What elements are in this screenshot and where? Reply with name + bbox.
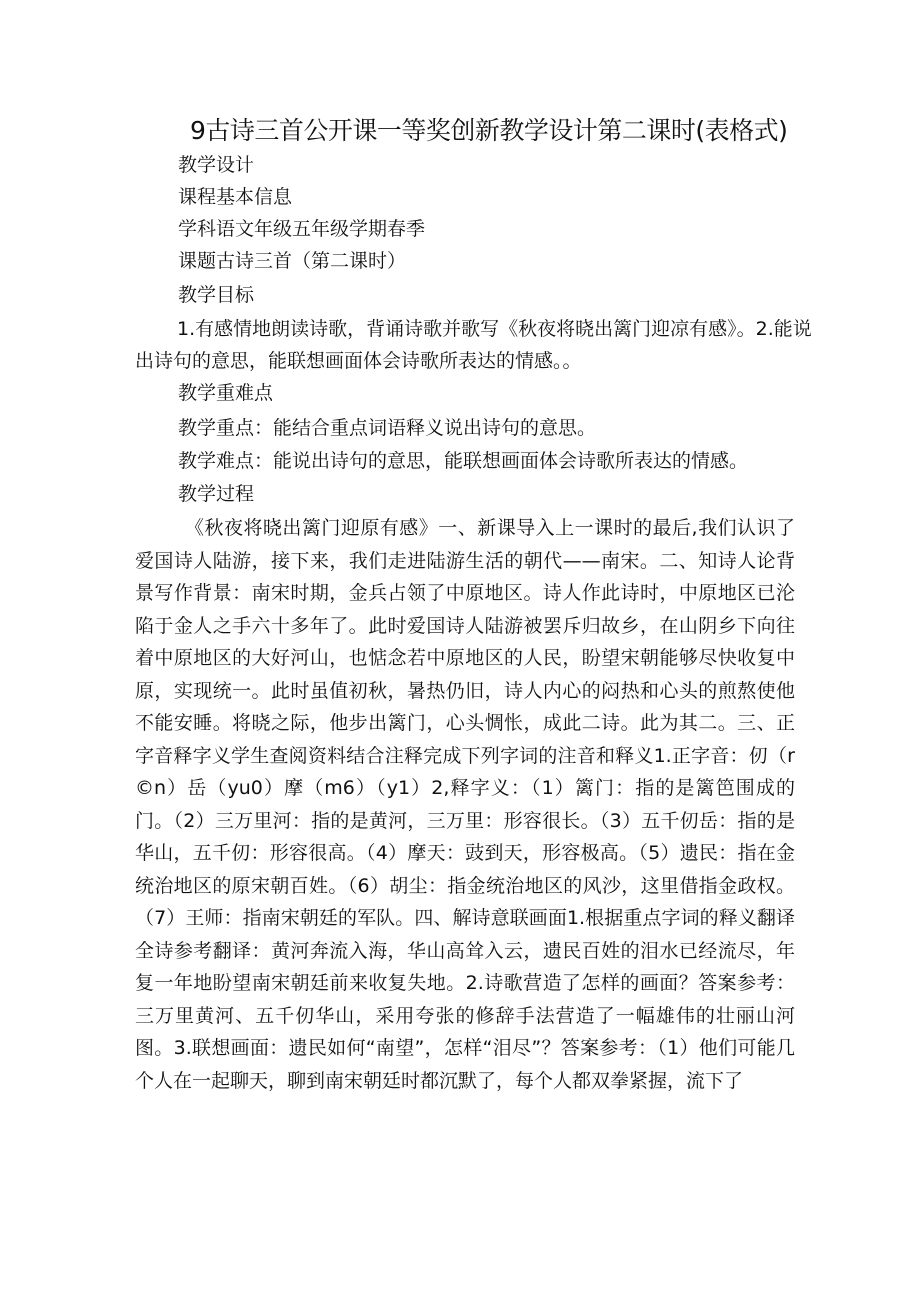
section-teaching-goals: 教学目标 (178, 284, 255, 306)
section-teaching-process: 教学过程 (178, 483, 255, 505)
key-point: 教学重点：能结合重点词语释义说出诗句的意思。 (178, 417, 597, 439)
teaching-goals-text: 1.有感情地朗读诗歌，背诵诗歌并歌写《秋夜将晓出篱门迎凉有感》。2.能说出诗句的意思，能联想画面体会诗歌所表达的情感。。 (135, 318, 812, 372)
subject-line: 学科语文年级五年级学期春季 (178, 218, 426, 240)
difficult-point: 教学难点：能说出诗句的意思，能联想画面体会诗歌所表达的情感。 (178, 450, 749, 472)
section-teaching-design: 教学设计 (178, 154, 255, 176)
topic-line: 课题古诗三首（第二课时） (178, 250, 407, 272)
section-course-info: 课程基本信息 (178, 186, 293, 208)
document-title: 9古诗三首公开课一等奖创新教学设计第二课时(表格式) (190, 116, 788, 145)
teaching-process-text: 《秋夜将晓出篱门迎原有感》一、新课导入上一课时的最后,我们认识了爱国诗人陆游，接下来，我们走进陆游生活的朝代——南宋。二、知诗人论背景写作背景：南宋时期，金兵占领了中原地区。诗人作此诗时，中原地区已沦陷于金人之手六十多年了。此时爱国诗人陆游被罢斥归故乡，在山阴乡下向往着中原地区的大好河山，也惦念若中原地区的人民，盼望宋朝能够尽快收复中原，实现统一。此时虽值初秋，暑热仍旧，诗人内心的闷热和心头的煎熬使他不能安睡。将晓之际，他步出篱门，心头惆怅，成此二诗。此为其二。三、正字音释字义学生查阅资料结合注释完成下列字词的注音和释义1.正字音：仞（r©n）岳（yu0）摩（m6）（y1）2,释字义：（1）篱门：指的是篱笆围成的门。（2）三万里河：指的是黄河，三万里：形容很长。（3）五千仞岳：指的是华山，五千仞：形容很高。（4）摩天：豉到天，形容极高。（5）遗民：指在金统治地区的原宋朝百姓。（6）胡尘：指金统治地区的风沙，这里借指金政权。（7）王师：指南宋朝廷的军队。四、解诗意联画面1.根据重点字词的释义翻译全诗参考翻译：黄河奔流入海，华山高耸入云，遗民百姓的泪水已经流尽，年复一年地盼望南宋朝廷前来收复失地。2.诗歌营造了怎样的画面？答案参考：三万里黄河、五千仞华山，采用夸张的修辞手法营造了一幅雄伟的壮丽山河图。3.联想画面：遗民如何“南望”，怎样“泪尽”？答案参考：（1）他们可能几个人在一起聊天，聊到南宋朝廷时都沉默了，每个人都双拳紧握，流下了 (135, 517, 795, 1092)
section-key-difficult: 教学重难点 (178, 382, 274, 404)
